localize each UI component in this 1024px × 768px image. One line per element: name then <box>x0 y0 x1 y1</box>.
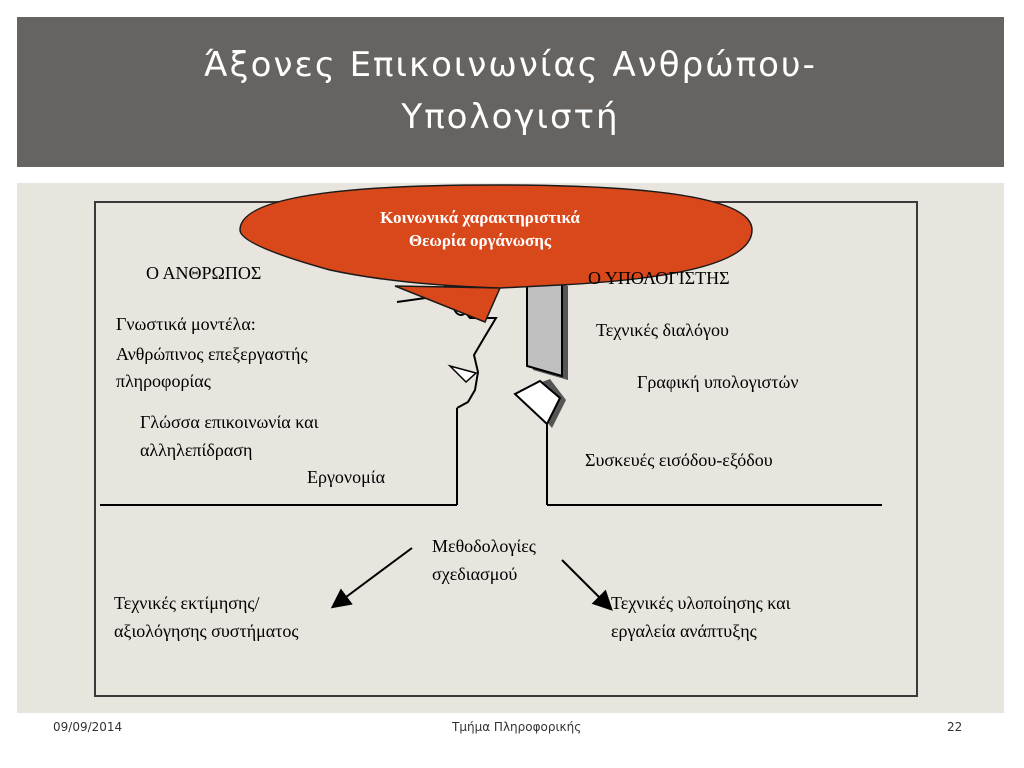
human-heading: Ο ΑΝΘΡΩΠΟΣ <box>146 263 262 283</box>
methodology-line1: Μεθοδολογίες <box>432 536 536 556</box>
computer-item2: Γραφική υπολογιστών <box>637 372 799 392</box>
footer-date: 09/09/2014 <box>53 720 123 734</box>
human-item3: Εργονομία <box>307 467 385 487</box>
implementation-line2: εργαλεία ανάπτυξης <box>611 621 757 641</box>
arrow-to-implementation <box>562 560 610 608</box>
human-item2-line1: Γλώσσα επικοινωνία και <box>140 412 319 432</box>
human-item1-line3: πληροφορίας <box>116 371 211 391</box>
title-line-2: Υπολογιστή <box>401 97 620 137</box>
human-item2-line2: αλληλεπίδραση <box>140 440 253 460</box>
computer-item1: Τεχνικές διαλόγου <box>596 320 729 340</box>
methodology-line2: σχεδιασμού <box>432 564 518 584</box>
computer-heading: Ο ΥΠΟΛΟΓΙΣΤΗΣ <box>588 268 730 288</box>
title-line-1: Άξονες Επικοινωνίας Ανθρώπου- <box>204 45 817 85</box>
footer-department: Τμήμα Πληροφορικής <box>452 720 582 734</box>
human-item1-line1: Γνωστικά μοντέλα: <box>116 314 256 334</box>
footer-page-number: 22 <box>947 720 963 734</box>
bubble-line-2: Θεωρία οργάνωσης <box>408 231 552 250</box>
evaluation-line1: Τεχνικές εκτίμησης/ <box>114 593 260 613</box>
implementation-line1: Τεχνικές υλοποίησης και <box>611 593 791 613</box>
human-mouth <box>450 366 476 382</box>
arrow-to-evaluation <box>334 548 412 606</box>
bubble-line-1: Κοινωνικά χαρακτηριστικά <box>380 208 580 227</box>
computer-item3: Συσκευές εισόδου-εξόδου <box>585 450 773 470</box>
human-item1-line2: Ανθρώπινος επεξεργαστής <box>116 344 308 364</box>
evaluation-line2: αξιολόγησης συστήματος <box>114 621 299 641</box>
bubble-text <box>300 206 660 252</box>
